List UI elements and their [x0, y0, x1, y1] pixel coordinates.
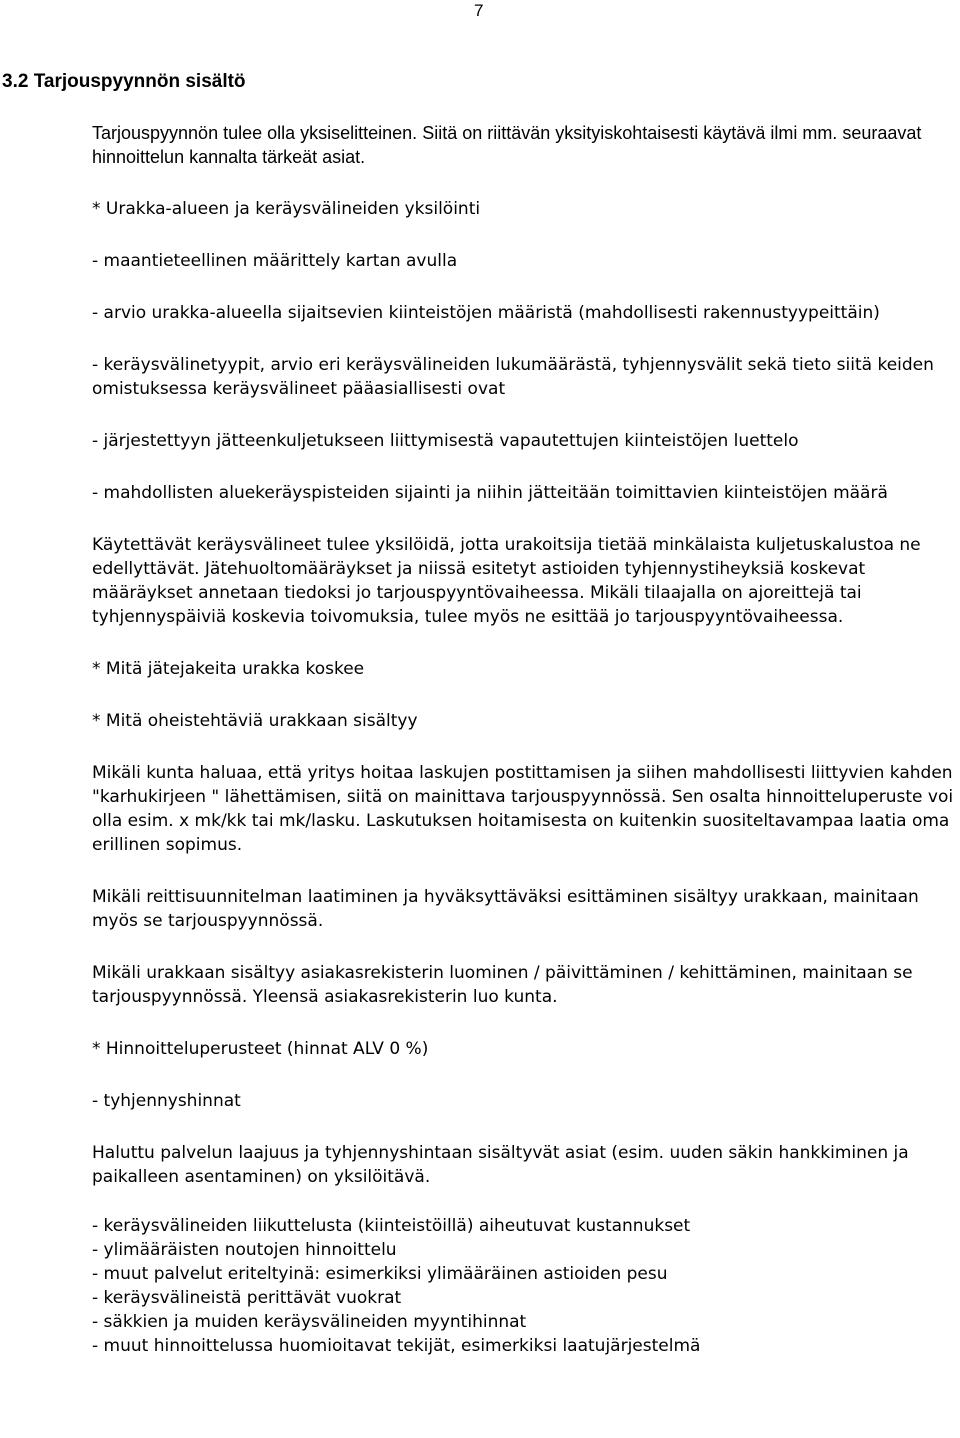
intro-paragraph: Tarjouspyynnön tulee olla yksiselitteinen. Siitä on riittävän yksityiskohtaisesti käytävä ilmi mm. seuraavat hinnoittelun kannalta tärkeät asiat. [92, 123, 922, 167]
list-item: - keräysvälineiden liikuttelusta (kiinteistöillä) aiheutuvat kustannukset [92, 1216, 691, 1236]
list-item: - muut hinnoittelussa huomioitavat tekijät, esimerkiksi laatujärjestelmä [92, 1336, 701, 1356]
list-item: - ylimääräisten noutojen hinnoittelu [92, 1240, 397, 1260]
paragraph-exempt-properties: - järjestettyyn jätteenkuljetukseen liittymisestä vapautettujen kiinteistöjen luettelo [92, 431, 799, 451]
document-body [92, 197, 960, 1358]
list-item: - keräysvälineistä perittävät vuokrat [92, 1288, 402, 1308]
paragraph-service-scope: Haluttu palvelun laajuus ja tyhjennyshintaan sisältyvät asiat (esim. uuden säkin hankkiminen ja paikalleen asentaminen) on yksilöitävä. [92, 1143, 909, 1187]
paragraph-collection-points: - mahdollisten aluekeräyspisteiden sijainti ja niihin jätteitään toimittavien kiinteistöjen määrä [92, 483, 888, 503]
paragraph-container-types: - keräysvälinetyypit, arvio eri keräysvälineiden lukumäärästä, tyhjennysvälit sekä tieto siitä keiden omistuksessa keräysvälineet pääasiallisesti ovat [92, 355, 934, 399]
pricing-items-list [92, 1214, 960, 1358]
list-item: - muut palvelut eriteltyinä: esimerkiksi ylimääräinen astioiden pesu [92, 1264, 668, 1284]
paragraph-geographic-definition: - maantieteellinen määrittely kartan avulla [92, 251, 458, 271]
section-heading: 3.2 Tarjouspyynnön sisältö [2, 71, 246, 92]
paragraph-container-identification: Käytettävät keräysvälineet tulee yksilöidä, jotta urakoitsija tietää minkälaista kuljetuskalustoa ne edellyttävät. Jätehuoltomääräykset ja niissä esitetyt astioiden tyhjennystiheyksiä koskevat määräykset annetaan tiedoksi jo tarjouspyyntövaiheessa. Mikäli tilaajalla on ajoreittejä tai tyhjennyspäiviä koskevia toivomuksia, tulee myös ne esittää jo tarjouspyyntövaiheessa. [92, 535, 921, 627]
paragraph-route-plan: Mikäli reittisuunnitelman laatiminen ja hyväksyttäväksi esittäminen sisältyy urakkaan, mainitaan myös se tarjouspyynnössä. [92, 887, 919, 931]
paragraph-pricing-basis: * Hinnoitteluperusteet (hinnat ALV 0 %) [92, 1039, 429, 1059]
paragraph-ancillary-tasks: * Mitä oheistehtäviä urakkaan sisältyy [92, 711, 418, 731]
page-number: 7 [474, 1, 484, 20]
paragraph-collection-area: * Urakka-alueen ja keräysvälineiden yksilöinti [92, 199, 481, 219]
paragraph-customer-register: Mikäli urakkaan sisältyy asiakasrekisterin luominen / päivittäminen / kehittäminen, mainitaan se tarjouspyynnössä. Yleensä asiakasrekisterin luo kunta. [92, 963, 913, 1007]
paragraph-invoicing: Mikäli kunta haluaa, että yritys hoitaa laskujen postittamisen ja siihen mahdollisesti liittyvien kahden "karhukirjeen " lähettämisen, siitä on mainittava tarjouspyynnössä. Sen osalta hinnoitteluperuste voi olla esim. x mk/kk tai mk/lasku. Laskutuksen hoitamisesta on kuitenkin suositeltavampaa laatia oma erillinen sopimus. [92, 763, 954, 855]
paragraph-property-estimate: - arvio urakka-alueella sijaitsevien kiinteistöjen määristä (mahdollisesti rakennustyypeittäin) [92, 303, 880, 323]
paragraph-emptying-prices: - tyhjennyshinnat [92, 1091, 241, 1111]
list-item: - säkkien ja muiden keräysvälineiden myyntihinnat [92, 1312, 527, 1332]
paragraph-waste-fractions: * Mitä jätejakeita urakka koskee [92, 659, 365, 679]
